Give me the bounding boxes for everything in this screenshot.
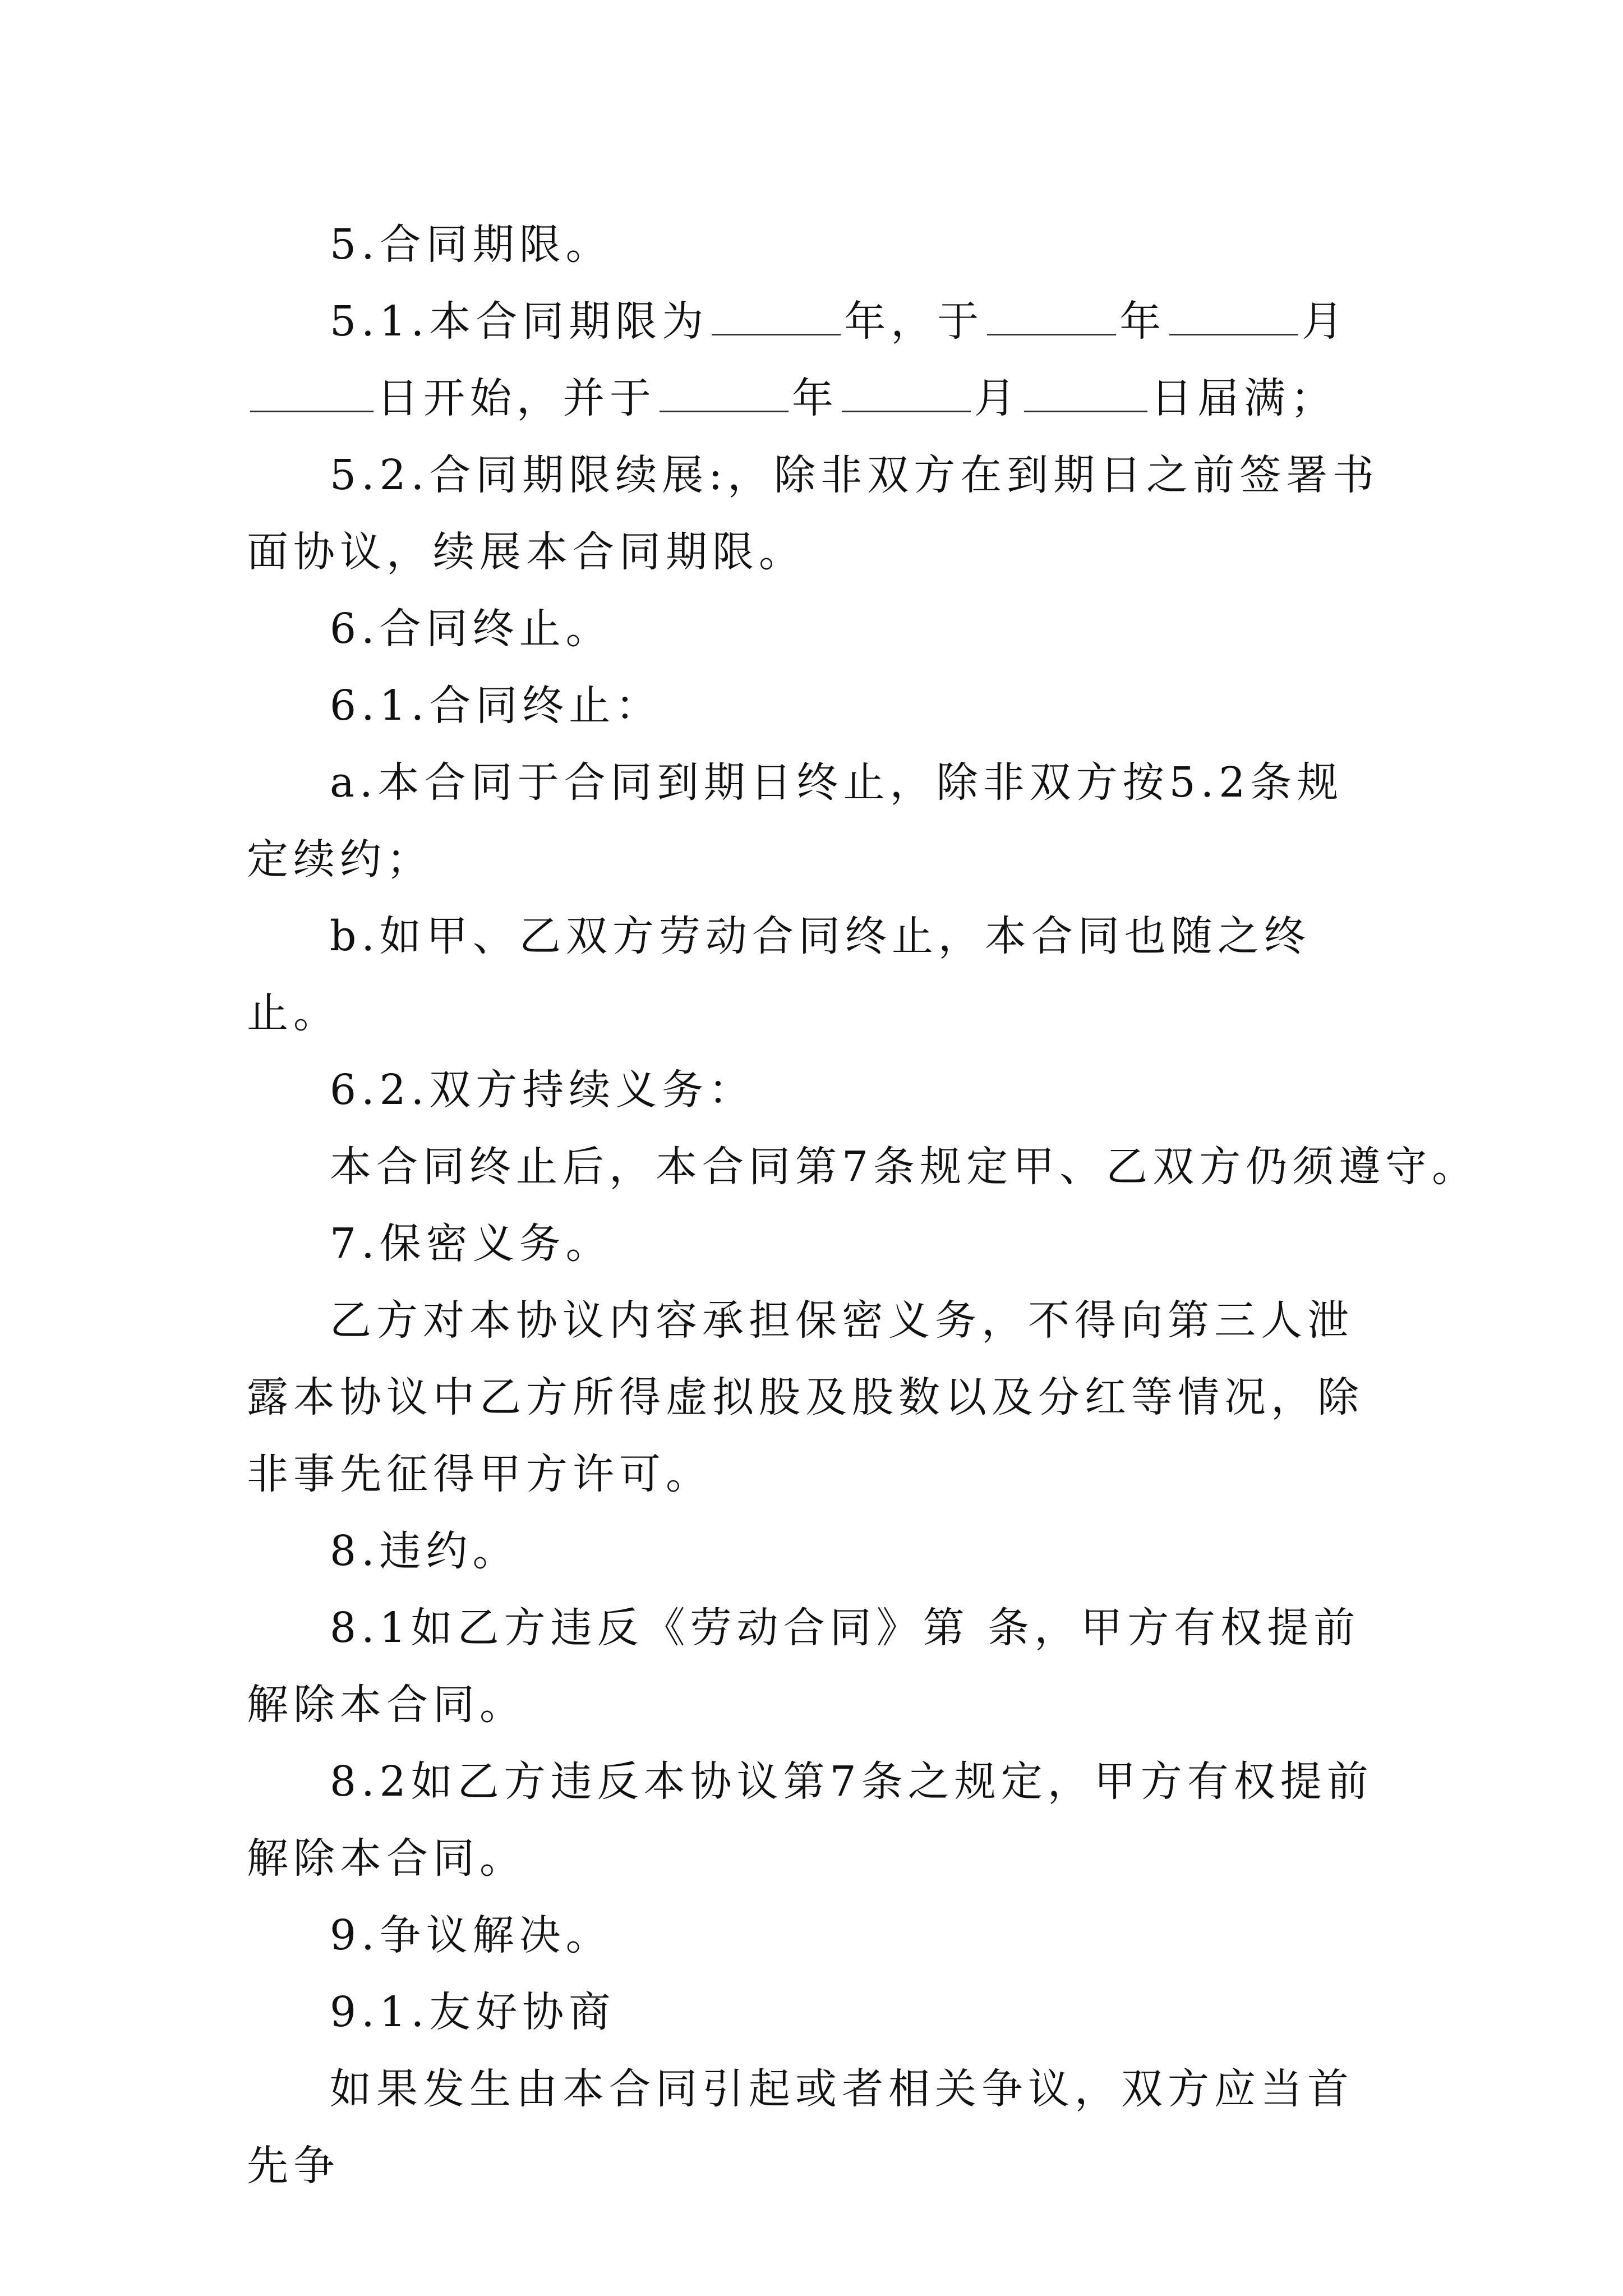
section-6-2-title: 6.2.双方持续义务： bbox=[330, 1066, 755, 1114]
section-6-1-title: 6.1.合同终止： bbox=[330, 682, 662, 730]
section-6-2-body: 本合同终止后，本合同第7条规定甲、乙双方仍须遵守。 bbox=[330, 1143, 1479, 1191]
document-body bbox=[247, 206, 1479, 2205]
end-month-unit: 月 bbox=[974, 374, 1021, 422]
start-day-blank bbox=[250, 373, 374, 412]
section-6-title: 6.合同终止。 bbox=[330, 605, 612, 653]
end-day-blank bbox=[1024, 373, 1147, 412]
section-9-1-body: 如果发生由本合同引起或者相关争议，双方应当首先争 bbox=[247, 2065, 1354, 2190]
section-8-1: 8.1如乙方违反《劳动合同》第 条，甲方有权提前解除本合同。 bbox=[247, 1604, 1361, 1729]
section-5-2-renewal: 5.2.合同期限续展:，除非双方在到期日之前签署书面协议，续展本合同期限。 bbox=[247, 451, 1380, 576]
end-day-tail: 日届满； bbox=[1151, 374, 1337, 422]
end-year-blank bbox=[660, 373, 789, 412]
term-year-unit: 年，于 bbox=[844, 297, 984, 346]
start-year-unit: 年 bbox=[1119, 297, 1166, 346]
section-6-1-b: b.如甲、乙双方劳动合同终止，本合同也随之终止。 bbox=[247, 912, 1311, 1037]
section-8-2: 8.2如乙方违反本协议第7条之规定，甲方有权提前解除本合同。 bbox=[247, 1757, 1373, 1883]
section-7-title: 7.保密义务。 bbox=[330, 1220, 612, 1268]
section-9-title: 9.争议解决。 bbox=[330, 1911, 612, 1959]
end-year-unit: 年 bbox=[792, 374, 838, 422]
section-8-title: 8.违约。 bbox=[330, 1527, 519, 1575]
term-lead-text: 5.1.本合同期限为 bbox=[330, 297, 709, 346]
start-day-tail: 日开始，并于 bbox=[377, 374, 656, 422]
start-month-blank bbox=[1169, 296, 1298, 335]
section-5-1-term bbox=[247, 283, 1380, 437]
start-year-blank bbox=[987, 296, 1116, 335]
section-6-1-a: a.本合同于合同到期日终止，除非双方按5.2条规定续约； bbox=[247, 758, 1344, 884]
end-month-blank bbox=[842, 373, 971, 412]
section-7-body: 乙方对本协议内容承担保密义务，不得向第三人泄露本协议中乙方所得虚拟股及股数以及分红等情况，除非事先征得甲方许可。 bbox=[247, 1296, 1364, 1498]
section-9-1-title: 9.1.友好协商 bbox=[330, 1988, 616, 2036]
section-5-title: 5.合同期限。 bbox=[330, 220, 612, 269]
start-month-unit: 月 bbox=[1302, 297, 1349, 346]
term-years-blank bbox=[712, 296, 841, 335]
